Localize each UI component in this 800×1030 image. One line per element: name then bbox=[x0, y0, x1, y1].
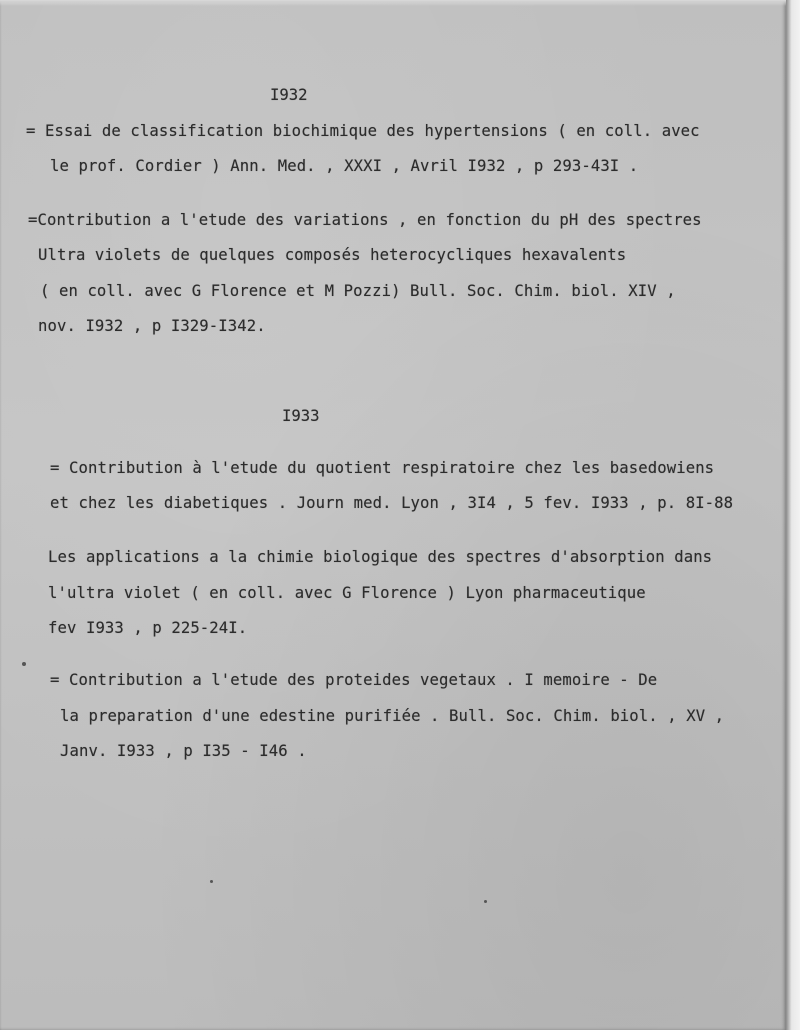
entry-4-line-1: Les applications a la chimie biologique des spectres d'absorption dans bbox=[48, 548, 713, 566]
entry-1-line-1: = Essai de classification biochimique des hypertensions ( en coll. avec bbox=[26, 122, 700, 140]
year-heading-1933: I933 bbox=[282, 407, 320, 425]
entry-4-line-2: l'ultra violet ( en coll. avec G Florence ) Lyon pharmaceutique bbox=[48, 584, 646, 602]
entry-5-line-1: = Contribution a l'etude des proteides vegetaux . I memoire - De bbox=[50, 671, 658, 689]
paper-speck bbox=[484, 900, 487, 903]
page-top-edge bbox=[0, 0, 786, 6]
entry-5-line-2: la preparation d'une edestine purifiée . Bull. Soc. Chim. biol. , XV , bbox=[60, 707, 725, 725]
entry-4-line-3: fev I933 , p 225-24I. bbox=[48, 619, 248, 637]
entry-1-line-2: le prof. Cordier ) Ann. Med. , XXXI , Avril I932 , p 293-43I . bbox=[50, 157, 639, 175]
entry-5-line-3: Janv. I933 , p I35 - I46 . bbox=[60, 742, 307, 760]
page-right-edge bbox=[786, 0, 800, 1030]
entry-2-line-4: nov. I932 , p I329-I342. bbox=[38, 317, 266, 335]
entry-2-line-1: =Contribution a l'etude des variations , en fonction du pH des spectres bbox=[28, 211, 702, 229]
entry-3-line-2: et chez les diabetiques . Journ med. Lyon , 3I4 , 5 fev. I933 , p. 8I-88 bbox=[50, 494, 734, 512]
paper-speck bbox=[210, 880, 213, 883]
entry-2-line-3: ( en coll. avec G Florence et M Pozzi) Bull. Soc. Chim. biol. XIV , bbox=[40, 282, 676, 300]
paper-speck bbox=[22, 662, 26, 666]
entry-2-line-2: Ultra violets de quelques composés heterocycliques hexavalents bbox=[38, 246, 627, 264]
entry-3-line-1: = Contribution à l'etude du quotient respiratoire chez les basedowiens bbox=[50, 459, 715, 477]
year-heading-1932: I932 bbox=[270, 86, 308, 104]
